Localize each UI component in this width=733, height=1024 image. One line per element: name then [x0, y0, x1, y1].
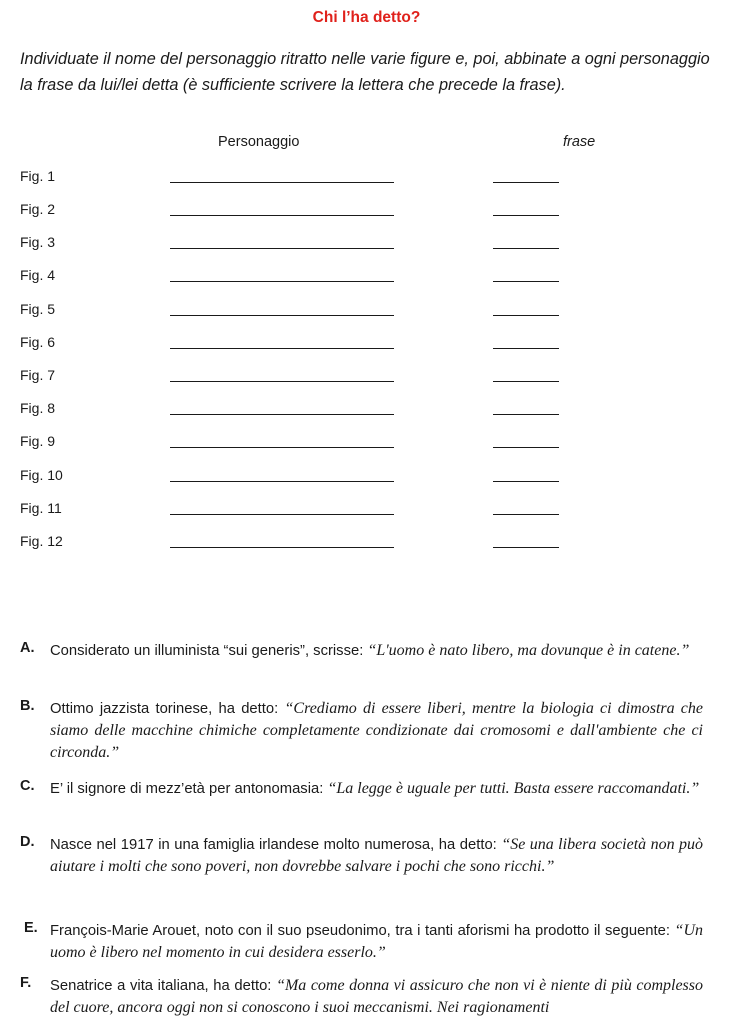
item-text: [50, 975, 703, 1019]
personaggio-answer-line[interactable]: [170, 281, 394, 282]
personaggio-answer-line[interactable]: [170, 248, 394, 249]
item-letter: C.: [20, 778, 35, 794]
figure-label: Fig. 2: [20, 201, 56, 217]
figure-label: Fig. 8: [20, 400, 56, 416]
personaggio-answer-line[interactable]: [170, 182, 394, 183]
item-intro: Considerato un illuminista “sui generis”, scrisse:: [50, 643, 368, 659]
personaggio-answer-line[interactable]: [170, 481, 394, 482]
frase-answer-line[interactable]: [493, 281, 559, 282]
figure-row: [0, 301, 733, 321]
item-intro: Ottimo jazzista torinese, ha detto:: [50, 701, 285, 717]
item-text: [50, 834, 703, 878]
frase-answer-line[interactable]: [493, 215, 559, 216]
figure-label: Fig. 5: [20, 301, 56, 317]
column-header-frase: frase: [563, 134, 596, 150]
personaggio-answer-line[interactable]: [170, 315, 394, 316]
frase-answer-line[interactable]: [493, 315, 559, 316]
figure-label: Fig. 12: [20, 533, 63, 549]
figure-row: [0, 500, 733, 520]
item-intro: Nasce nel 1917 in una famiglia irlandese molto numerosa, ha detto:: [50, 837, 502, 853]
figure-row: [0, 533, 733, 553]
figure-label: Fig. 7: [20, 367, 56, 383]
figure-label: Fig. 9: [20, 433, 56, 449]
figure-row: [0, 367, 733, 387]
figure-row: [0, 234, 733, 254]
item-quote: “La legge è uguale per tutti. Basta essere raccomandati.”: [327, 780, 700, 797]
item-letter: E.: [24, 920, 38, 936]
frase-answer-line[interactable]: [493, 348, 559, 349]
column-header-personaggio: Personaggio: [218, 134, 300, 150]
figure-row: [0, 267, 733, 287]
frase-answer-line[interactable]: [493, 414, 559, 415]
frase-answer-line[interactable]: [493, 547, 559, 548]
figure-row: [0, 334, 733, 354]
personaggio-answer-line[interactable]: [170, 414, 394, 415]
figure-label: Fig. 3: [20, 234, 56, 250]
item-quote: “L'uomo è nato libero, ma dovunque è in catene.”: [367, 642, 690, 659]
item-quote: “Se una libera società non può aiutare i molti che sono poveri, non dovrebbe salvare i pochi che sono ricchi.”: [50, 836, 703, 875]
figure-label: Fig. 10: [20, 467, 63, 483]
item-letter: F.: [20, 975, 32, 991]
item-letter: A.: [20, 640, 35, 656]
personaggio-answer-line[interactable]: [170, 514, 394, 515]
personaggio-answer-line[interactable]: [170, 447, 394, 448]
figure-row: [0, 168, 733, 188]
figure-row: [0, 433, 733, 453]
item-letter: B.: [20, 698, 35, 714]
figure-label: Fig. 6: [20, 334, 56, 350]
frase-answer-line[interactable]: [493, 481, 559, 482]
frase-answer-line[interactable]: [493, 514, 559, 515]
figure-label: Fig. 1: [20, 168, 56, 184]
figure-row: [0, 201, 733, 221]
personaggio-answer-line[interactable]: [170, 215, 394, 216]
item-intro: E’ il signore di mezz’età per antonomasia:: [50, 781, 328, 797]
item-text: [50, 920, 703, 964]
instructions: Individuate il nome del personaggio ritratto nelle varie figure e, poi, abbinate a ogni personaggio la frase da lui/lei detta (è sufficiente scrivere la lettera che precede la frase).: [20, 50, 710, 94]
item-quote: “Crediamo di essere liberi, mentre la biologia ci dimostra che siamo delle macchine chimiche completamente condizionate dai cromosomi e dall'ambiente che ci circonda.”: [50, 700, 703, 761]
item-letter: D.: [20, 834, 35, 850]
frase-answer-line[interactable]: [493, 248, 559, 249]
item-intro: Senatrice a vita italiana, ha detto:: [50, 978, 277, 994]
page-title: Chi l’ha detto?: [312, 9, 421, 26]
item-text: [50, 778, 703, 800]
personaggio-answer-line[interactable]: [170, 348, 394, 349]
figure-label: Fig. 11: [20, 500, 62, 516]
figure-row: [0, 467, 733, 487]
item-text: [50, 698, 703, 764]
figure-label: Fig. 4: [20, 267, 56, 283]
figure-row: [0, 400, 733, 420]
frase-answer-line[interactable]: [493, 182, 559, 183]
item-quote: “Ma come donna vi assicuro che non vi è niente di più complesso del cuore, ancora oggi non si conoscono i suoi meccanismi. Nei ragionamenti: [50, 977, 703, 1016]
frase-answer-line[interactable]: [493, 447, 559, 448]
item-intro: François-Marie Arouet, noto con il suo pseudonimo, tra i tanti aforismi ha prodotto il seguente:: [50, 923, 675, 939]
item-text: [50, 640, 703, 662]
personaggio-answer-line[interactable]: [170, 547, 394, 548]
personaggio-answer-line[interactable]: [170, 381, 394, 382]
item-quote: “Un uomo è libero nel momento in cui desidera esserlo.”: [50, 922, 703, 961]
frase-answer-line[interactable]: [493, 381, 559, 382]
